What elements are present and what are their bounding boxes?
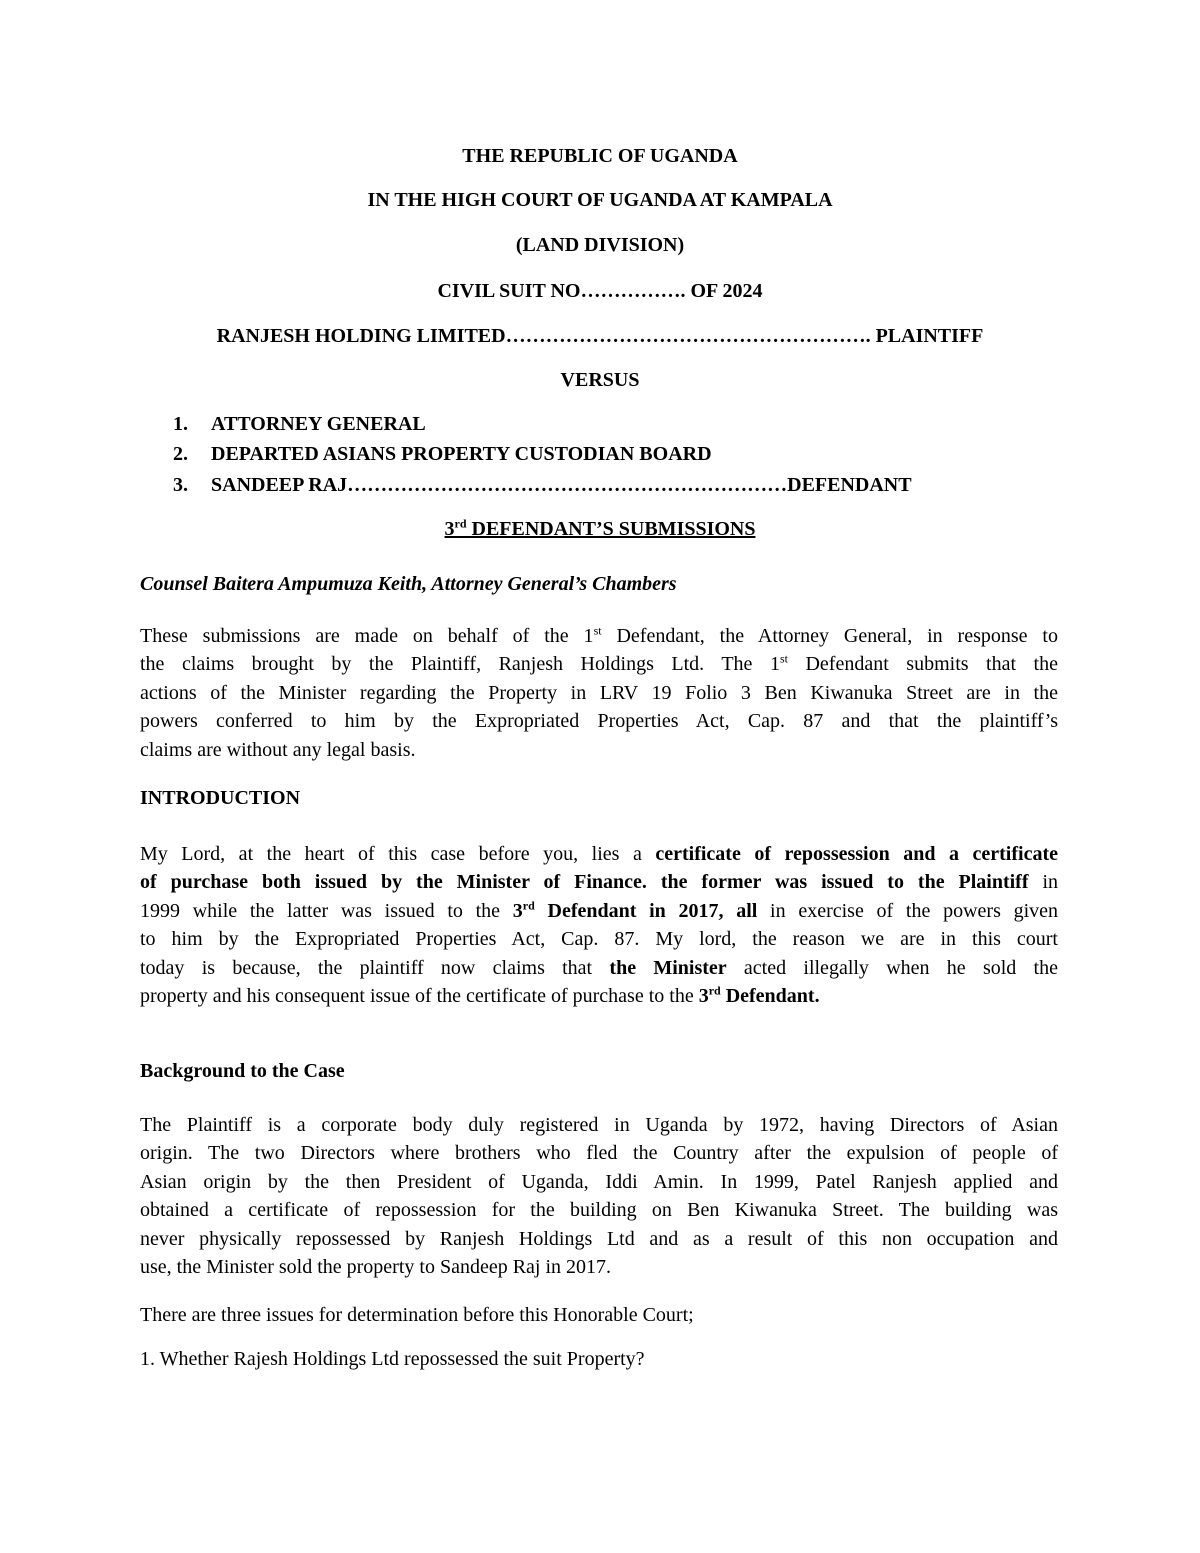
paragraph-line: powers conferred to him by the Expropriated Properties Act, Cap. 87 and that the plaintiff’s [140,710,1058,733]
issues-intro: There are three issues for determination before this Honorable Court; [140,1304,694,1326]
paragraph-line: today is because, the plaintiff now claims that the Minister acted illegally when he sold the [140,956,1058,979]
heading-division: (LAND DIVISION) [515,234,685,256]
paragraph-line: never physically repossessed by Ranjesh Holdings Ltd and as a result of this non occupation and [140,1227,1058,1250]
defendant-item: SANDEEP RAJ…………………………………………………………DEFENDANT [211,474,912,496]
paragraph-line: The Plaintiff is a corporate body duly registered in Uganda by 1972, having Directors of Asian [140,1114,1058,1136]
plaintiff-line: RANJESH HOLDING LIMITED………………………………………………. PLAINTIFF [216,325,984,347]
background-heading: Background to the Case [140,1060,345,1082]
intro-paragraph [140,622,1058,764]
paragraph-line: My Lord, at the heart of this case before you, lies a certificate of repossession and a certificate [140,843,1058,865]
paragraph-line: These submissions are made on behalf of the 1st Defendant, the Attorney General, in response to [140,623,1058,647]
defendant-number: 1. [173,413,188,435]
paragraph-line: the claims brought by the Plaintiff, Ranjesh Holdings Ltd. The 1st Defendant submits that the [140,651,1058,676]
paragraph-line: property and his consequent issue of the certificate of purchase to the 3rd Defendant. [140,983,820,1007]
paragraph-line: of purchase both issued by the Minister of Finance. the former was issued to the Plaintiff in [140,871,1058,894]
paragraph-line: to him by the Expropriated Properties Act, Cap. 87. My lord, the reason we are in this court [140,928,1058,951]
heading-republic: THE REPUBLIC OF UGANDA [462,145,738,167]
introduction-paragraph [140,840,1058,1010]
paragraph-line: origin. The two Directors where brothers who fled the Country after the expulsion of people of [140,1142,1058,1165]
introduction-heading: INTRODUCTION [140,787,301,809]
paragraph-line: use, the Minister sold the property to Sandeep Raj in 2017. [140,1255,612,1278]
paragraph-line: obtained a certificate of repossession for the building on Ben Kiwanuka Street. The building was [140,1199,1058,1222]
paragraph-line: 1999 while the latter was issued to the 3rd Defendant in 2017, all in exercise of the powers given [140,898,1059,922]
paragraph-line: actions of the Minister regarding the Property in LRV 19 Folio 3 Ben Kiwanuka Street are in the [140,681,1058,704]
counsel-line: Counsel Baitera Ampumuza Keith, Attorney General’s Chambers [140,573,677,595]
background-paragraph [140,1111,1058,1281]
defendant-number: 2. [173,443,188,465]
heading-court: IN THE HIGH COURT OF UGANDA AT KAMPALA [367,189,833,211]
versus-label: VERSUS [560,369,640,391]
heading-suit-number: CIVIL SUIT NO……………. OF 2024 [437,280,763,302]
paragraph-line: claims are without any legal basis. [140,738,416,761]
defendant-item: DEPARTED ASIANS PROPERTY CUSTODIAN BOARD [211,443,712,465]
issue-item: 1. Whether Rajesh Holdings Ltd repossessed the suit Property? [140,1348,645,1370]
paragraph-line: Asian origin by the then President of Uganda, Iddi Amin. In 1999, Patel Ranjesh applied and [140,1170,1058,1193]
submissions-title: 3rd DEFENDANT’S SUBMISSIONS [444,516,756,540]
defendant-number: 3. [173,474,188,496]
defendant-item: ATTORNEY GENERAL [211,413,426,435]
